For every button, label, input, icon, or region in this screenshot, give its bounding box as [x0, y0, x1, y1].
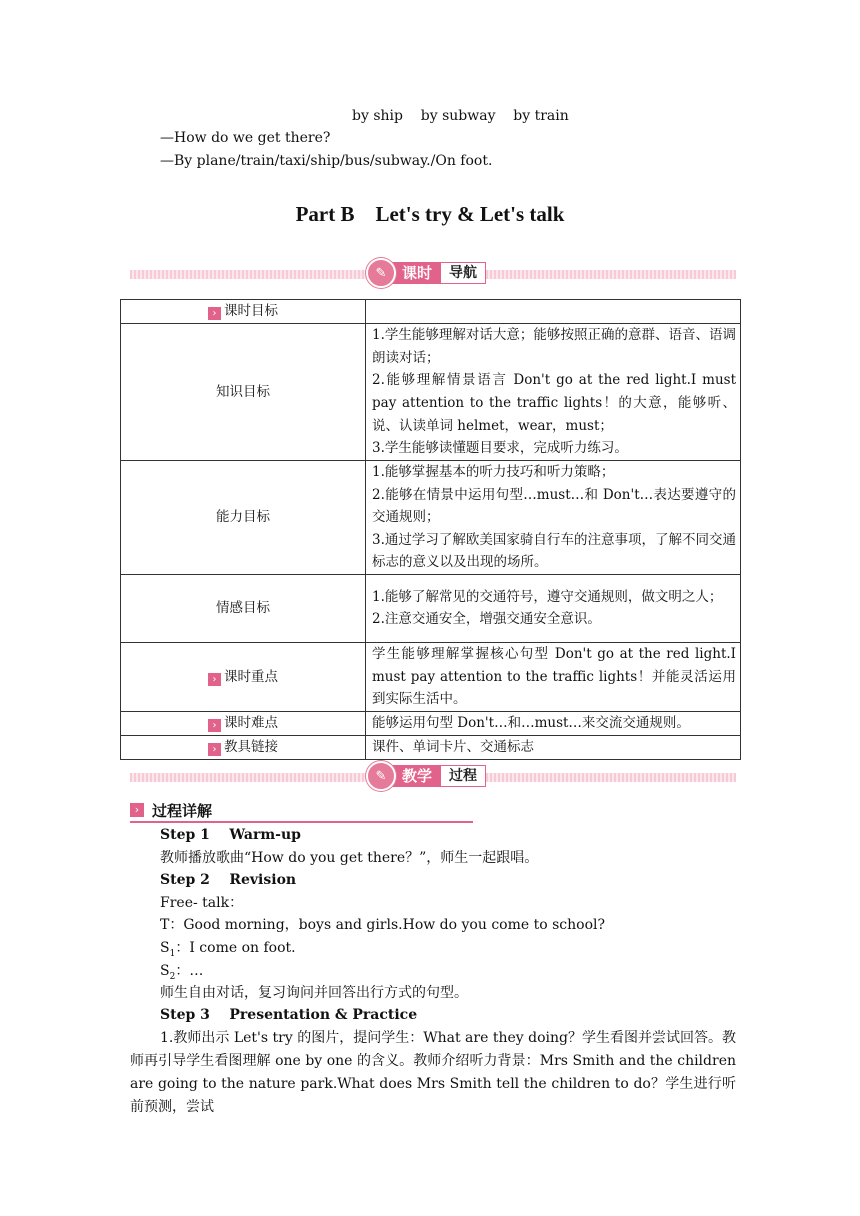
table-row — [121, 711, 741, 735]
transport-options: by ship by subway by train — [352, 108, 569, 124]
intro-answer: —By plane/train/taxi/ship/bus/subway./On foot. — [160, 153, 493, 169]
banner-tag — [366, 764, 502, 788]
section-heading-label: 过程详解 — [152, 801, 213, 820]
row-value: 课件、单词卡片、交通标志 — [366, 735, 741, 759]
row-value: 1.能够了解常见的交通符号，遵守交通规则，做文明之人； 2.注意交通安全，增强交通安全意识。 — [366, 574, 741, 642]
row-value: 能够运用句型 Don't…和…must…来交流交通规则。 — [366, 711, 741, 735]
pen-icon: ✎ — [366, 258, 396, 288]
intro-question: —How do we get there? — [160, 130, 331, 146]
row-value — [366, 300, 741, 324]
row-key: 能力目标 — [121, 461, 366, 575]
banner-tag — [366, 261, 502, 285]
arrow-icon: › — [208, 673, 221, 686]
row-key: › 课时难点 — [121, 711, 366, 735]
row-value: 学生能够理解掌握核心句型 Don't go at the red light.I must pay attention to the traffic lights！并能灵活运用到实际生活中。 — [366, 642, 741, 711]
page-title: Part B Let's try & Let's talk — [295, 202, 565, 226]
table-row — [121, 324, 741, 461]
step2-teacher-line: T：Good morning，boys and girls.How do you come to school? — [160, 917, 605, 933]
arrow-icon: › — [208, 743, 221, 756]
row-key: 情感目标 — [121, 574, 366, 642]
step1-text: 教师播放歌曲“How do you get there？”，师生一起跟唱。 — [160, 850, 539, 866]
banner-left-label: 教学 — [390, 765, 440, 787]
row-value: 1.能够掌握基本的听力技巧和听力策略； 2.能够在情景中运用句型…must…和 Don't…表达要遵守的交通规则； 3.通过学习了解欧美国家骑自行车的注意事项，了解不同交通标志的意义以及出现的场所。 — [366, 461, 741, 575]
step2-student1-line: $S_1$：I come on foot. — [160, 940, 296, 959]
step2-student2-line: $S_2$：… — [160, 963, 204, 982]
table-row — [121, 735, 741, 759]
row-key: 知识目标 — [121, 324, 366, 461]
row-value: 1.学生能够理解对话大意；能够按照正确的意群、语音、语调朗读对话； 2.能够理解情景语言 Don't go at the red light.I must pay attention to the traffic lights！的大意，能够听、说、认读单词 helmet，wear，must； 3.学生能够读懂题目要求，完成听力练习。 — [366, 324, 741, 461]
step3-title: Step 3 Presentation & Practice — [160, 1007, 418, 1023]
banner-right-label: 过程 — [440, 765, 486, 787]
arrow-icon: › — [208, 307, 221, 320]
arrow-icon: › — [208, 719, 221, 732]
lesson-guide-banner — [130, 261, 736, 287]
step2-text: 师生自由对话，复习询问并回答出行方式的句型。 — [160, 985, 468, 1001]
arrow-icon: › — [130, 803, 144, 817]
row-key: › 教具链接 — [121, 735, 366, 759]
step1-title: Step 1 Warm-up — [160, 827, 301, 843]
row-key: › 课时重点 — [121, 642, 366, 711]
teaching-process-banner — [130, 764, 736, 790]
step2-title: Step 2 Revision — [160, 872, 297, 888]
table-row — [121, 461, 741, 575]
banner-left-label: 课时 — [390, 262, 440, 284]
row-key: › 课时目标 — [121, 300, 366, 324]
table-row — [121, 300, 741, 324]
step2-free-talk: Free- talk： — [160, 895, 244, 911]
table-row — [121, 642, 741, 711]
banner-right-label: 导航 — [440, 262, 486, 284]
step3-paragraph: 1.教师出示 Let's try 的图片，提问学生：What are they doing？学生看图并尝试回答。教师再引导学生看图理解 one by one 的含义。教师介绍听力背景：Mrs Smith and the children are going to the nature park.What does Mrs Smith tell the children to do？学生进行听前预测，尝试 — [130, 1030, 736, 1115]
pen-icon: ✎ — [366, 761, 396, 791]
objectives-table — [120, 299, 741, 760]
table-row — [121, 574, 741, 642]
section-heading — [130, 799, 473, 823]
